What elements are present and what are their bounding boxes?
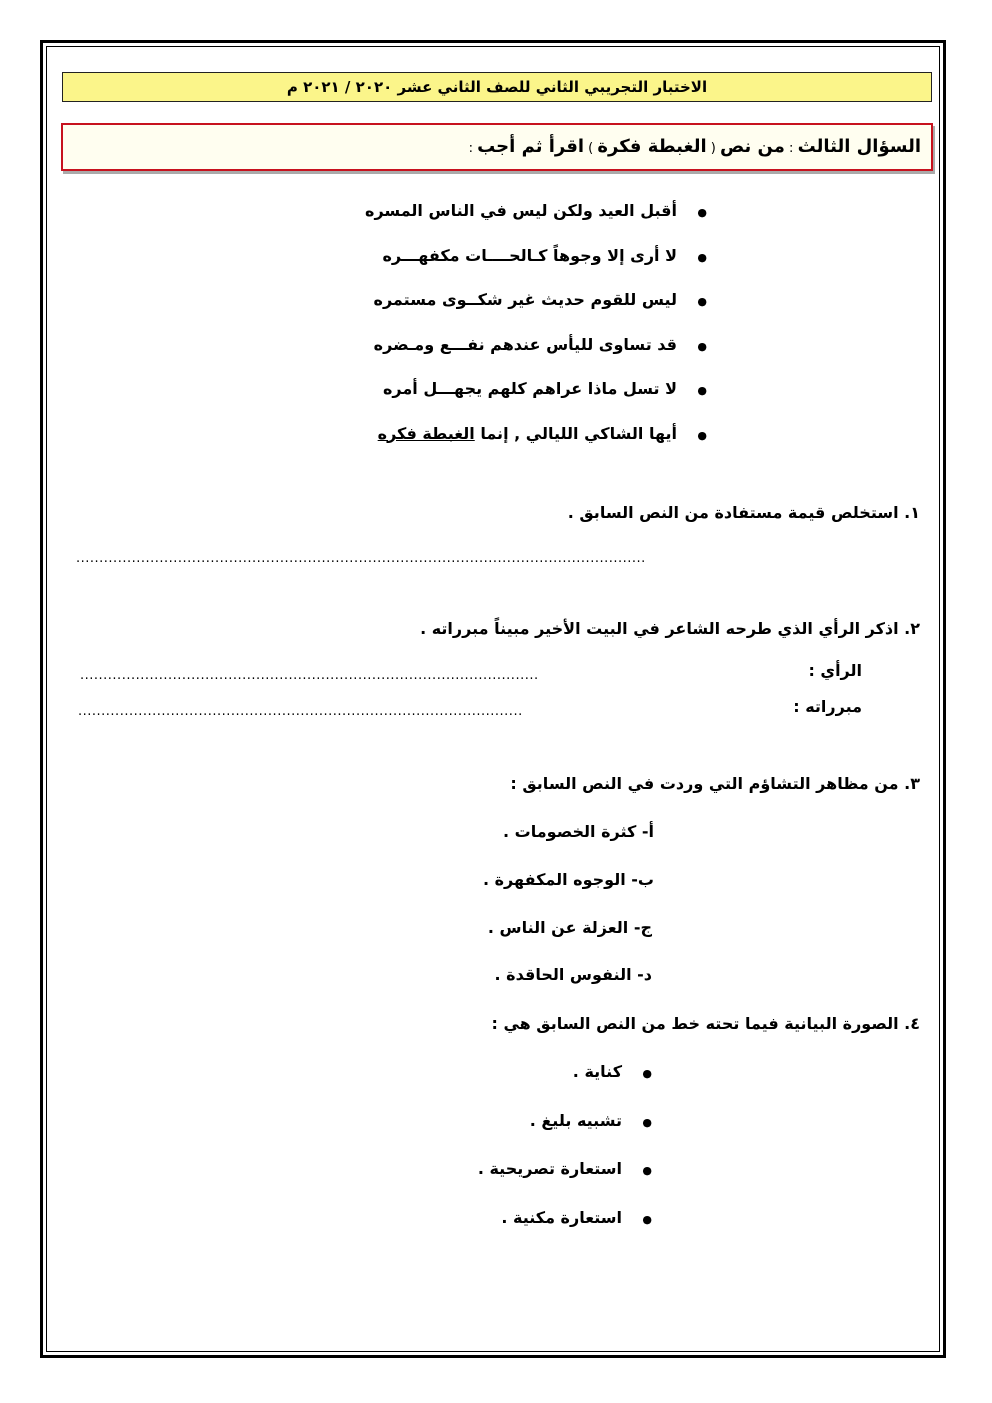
question-label: السؤال الثالث (797, 136, 921, 157)
question-1: ١. استخلص قيمة مستفادة من النص السابق . (567, 503, 920, 522)
verse (365, 285, 707, 330)
paren-open: ( (706, 141, 720, 156)
bullet-icon: ● (697, 295, 707, 308)
question-heading (61, 123, 933, 171)
bullet-icon: ● (642, 1067, 652, 1080)
answer-line-1[interactable]: ........................................................................................................................... (76, 551, 646, 566)
option-text: استعارة مكنية . (501, 1207, 622, 1227)
instruction: اقرأ ثم أجب (477, 136, 585, 157)
verse-text: أيها الشاكي الليالي , إنما (474, 423, 677, 443)
reasons-label: مبرراته : (793, 697, 862, 716)
bullet-icon: ● (642, 1212, 652, 1226)
exam-title: الاختبار التجريبي الثاني للصف الثاني عشر ٢٠٢٠ / ٢٠٢١ م (62, 72, 932, 102)
choice-c[interactable]: ج- العزلة عن الناس . (487, 918, 652, 937)
question-4: ٤. الصورة البيانية فيما تحته خط من النص السابق هي : (491, 1014, 920, 1033)
verse (365, 196, 707, 241)
underlined-phrase: الغبطة فكره (377, 423, 475, 443)
question-3: ٣. من مظاهر التشاؤم التي وردت في النص السابق : (510, 774, 920, 793)
option-item[interactable] (478, 1203, 652, 1252)
reasons-answer-line[interactable]: ................................................................................................ (78, 704, 523, 719)
paren-close: ) (584, 141, 598, 156)
verse (365, 330, 707, 375)
opinion-answer-line[interactable]: ................................................................................................... (80, 668, 539, 683)
source-prefix: من نص (719, 136, 785, 157)
choice-d[interactable]: د- النفوس الحاقدة . (494, 965, 652, 984)
option-item[interactable] (478, 1154, 652, 1203)
bullet-icon: ● (642, 1164, 652, 1177)
poem-verses (365, 196, 707, 463)
choice-a[interactable]: أ- كثرة الخصومات . (503, 822, 654, 841)
bullet-icon: ● (697, 206, 707, 219)
question-2: ٢. اذكر الرأي الذي طرحه الشاعر في البيت الأخير مبيناً مبرراته . (420, 619, 920, 638)
verse-text: أقبل العيد ولكن ليس في الناس المسره (365, 201, 677, 220)
verse (365, 419, 707, 464)
verse-text: قد تساوى لليأس عندهم نفـــع ومـضره (373, 334, 677, 354)
verse-text: لا تسل ماذا عراهم كلهم يجهـــل أمره (382, 379, 677, 398)
bullet-icon: ● (697, 250, 707, 264)
opinion-label: الرأي : (808, 661, 862, 680)
verse (365, 374, 707, 419)
option-item[interactable] (478, 1057, 652, 1106)
option-text: استعارة تصريحية . (477, 1159, 622, 1178)
poem-title: الغبطة فكرة (597, 136, 707, 157)
option-item[interactable] (478, 1106, 652, 1155)
verse-text: لا أرى إلا وجوهاً كـالحــــات مكفهـــره (382, 245, 677, 265)
choice-b[interactable]: ب- الوجوه المكفهرة . (482, 870, 654, 889)
verse-text: ليس للقوم حديث غير شكــوى مستمره (373, 290, 677, 309)
instruction-colon: : (468, 141, 478, 156)
question-4-options (478, 1057, 652, 1251)
option-text: كناية . (572, 1062, 622, 1081)
question-label-colon: : (784, 141, 798, 156)
bullet-icon: ● (697, 339, 707, 353)
verse (365, 241, 707, 286)
bullet-icon: ● (697, 384, 707, 397)
bullet-icon: ● (642, 1115, 652, 1129)
bullet-icon: ● (697, 428, 707, 442)
option-text: تشبيه بليغ . (529, 1110, 622, 1130)
